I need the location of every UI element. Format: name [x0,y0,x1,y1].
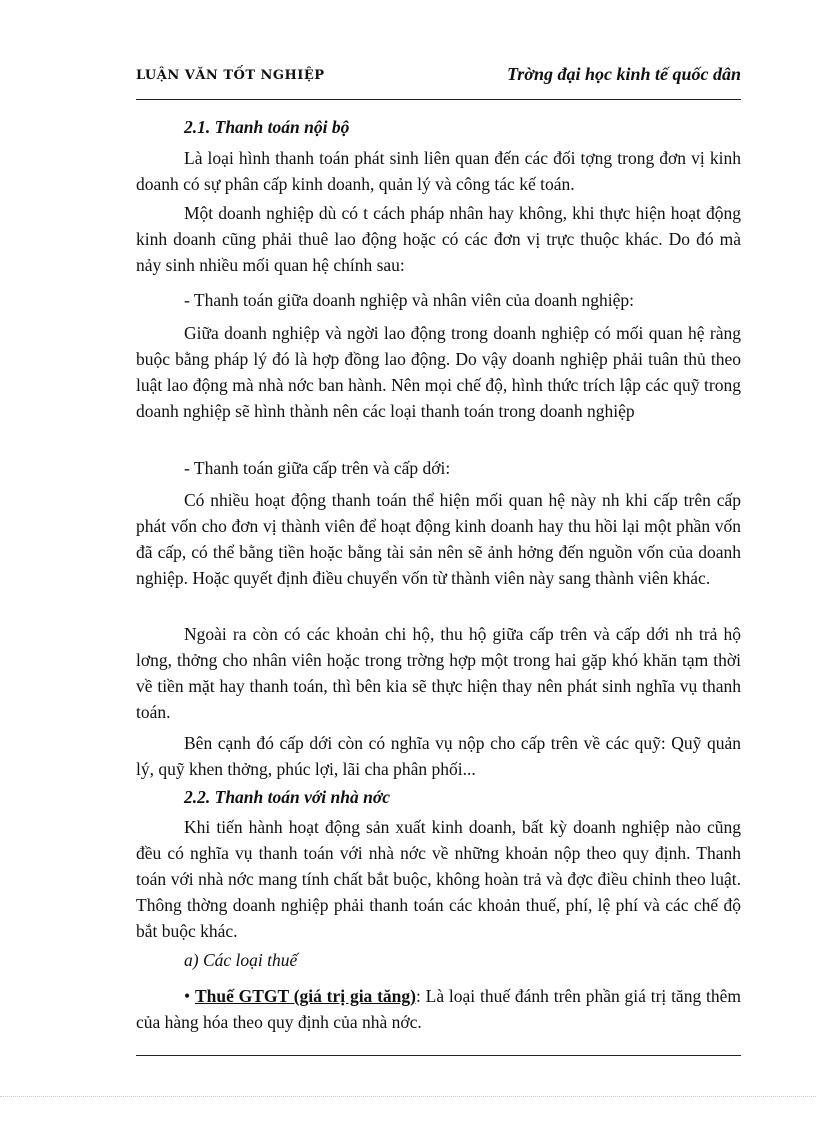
dash-item-text: Thanh toán giữa cấp trên và cấp dới: [193,458,451,478]
paragraph: Một doanh nghiệp dù có t cách pháp nhân hay không, khi thực hiện hoạt động kinh doanh cũng phải thuê lao động hoặc có các đơn vị trực thuộc khác. Do đó mà nảy sinh nhiều mối quan hệ chính sau: [136,203,741,275]
subheading-tax-types: a) Các loại thuế [184,950,298,970]
paragraph: Có nhiều hoạt động thanh toán thể hiện mối quan hệ này nh khi cấp trên cấp phát vốn cho đơn vị thành viên để hoạt động kinh doanh hay thu hồi lại một phần vốn đã cấp, có thể bằng tiền hoặc bằng tài sản nên sẽ ảnh hởng đến nguồn vốn của doanh nghiệp. Hoặc quyết định điều chuyển vốn từ thành viên này sang thành viên khác. [136,490,741,588]
vat-term: Thuế GTGT (giá trị gia tăng) [194,986,416,1006]
header-rule [136,99,741,100]
paragraph: Bên cạnh đó cấp dới còn có nghĩa vụ nộp cho cấp trên về các quỹ: Quỹ quản lý, quỹ khen thởng, phúc lợi, lãi cha phân phối... [136,733,741,779]
section-heading-2-2: 2.2. Thanh toán với nhà nớc [184,787,390,807]
footer-rule [136,1055,741,1056]
header-university-label: Trờng đại học kinh tế quốc dân [506,64,741,84]
paragraph: Giữa doanh nghiệp và ngời lao động trong doanh nghiệp có mối quan hệ ràng buộc bằng pháp lý đó là hợp đồng lao động. Do vậy doanh nghiệp phải tuân thủ theo luật lao động mà nhà nớc ban hành. Nên mọi chế độ, hình thức trích lập các quỹ trong doanh nghiệp sẽ hình thành nên các loại thanh toán trong doanh nghiệp [136,323,741,421]
paragraph: Khi tiến hành hoạt động sản xuất kinh doanh, bất kỳ doanh nghiệp nào cũng đều có nghĩa vụ thanh toán với nhà nớc về những khoản nộp theo quy định. Thanh toán với nhà nớc mang tính chất bắt buộc, không hoàn trả và đợc điều chỉnh theo luật. Thông thờng doanh nghiệp phải thanh toán các khoản thuế, phí, lệ phí và các chế độ bắt buộc khác. [136,817,741,941]
section-heading-2-1: 2.1. Thanh toán nội bộ [184,117,350,137]
paragraph: Là loại hình thanh toán phát sinh liên quan đến các đối tợng trong đơn vị kinh doanh có sự phân cấp kinh doanh, quản lý và công tác kế toán. [136,148,741,194]
dash-item: - Thanh toán giữa cấp trên và cấp dới: [184,458,451,478]
bullet-item-vat: • Thuế GTGT (giá trị gia tăng): Là loại thuế đánh trên phần giá trị tăng thêm của hàng hóa theo quy định của nhà nớc. [136,986,741,1032]
vat-definition: : Là loại thuế đánh trên phần giá trị tăng thêm của hàng hóa theo quy định của nhà nớc. [136,986,741,1032]
dash-item-text: Thanh toán giữa doanh nghiệp và nhân viên của doanh nghiệp: [193,290,634,310]
paragraph: Ngoài ra còn có các khoản chi hộ, thu hộ giữa cấp trên và cấp dới nh trả hộ lơng, thởng cho nhân viên hoặc trong trờng hợp một trong hai gặp khó khăn tạm thời về tiền mặt hay thanh toán, thì bên kia sẽ thực hiện thay nên phát sinh nghĩa vụ thanh toán. [136,624,741,722]
dash-item: - Thanh toán giữa doanh nghiệp và nhân viên của doanh nghiệp: [184,290,634,310]
page-edge-divider [0,1096,816,1097]
header-thesis-label: LUẬN VĂN TỐT NGHIỆP [136,68,325,83]
